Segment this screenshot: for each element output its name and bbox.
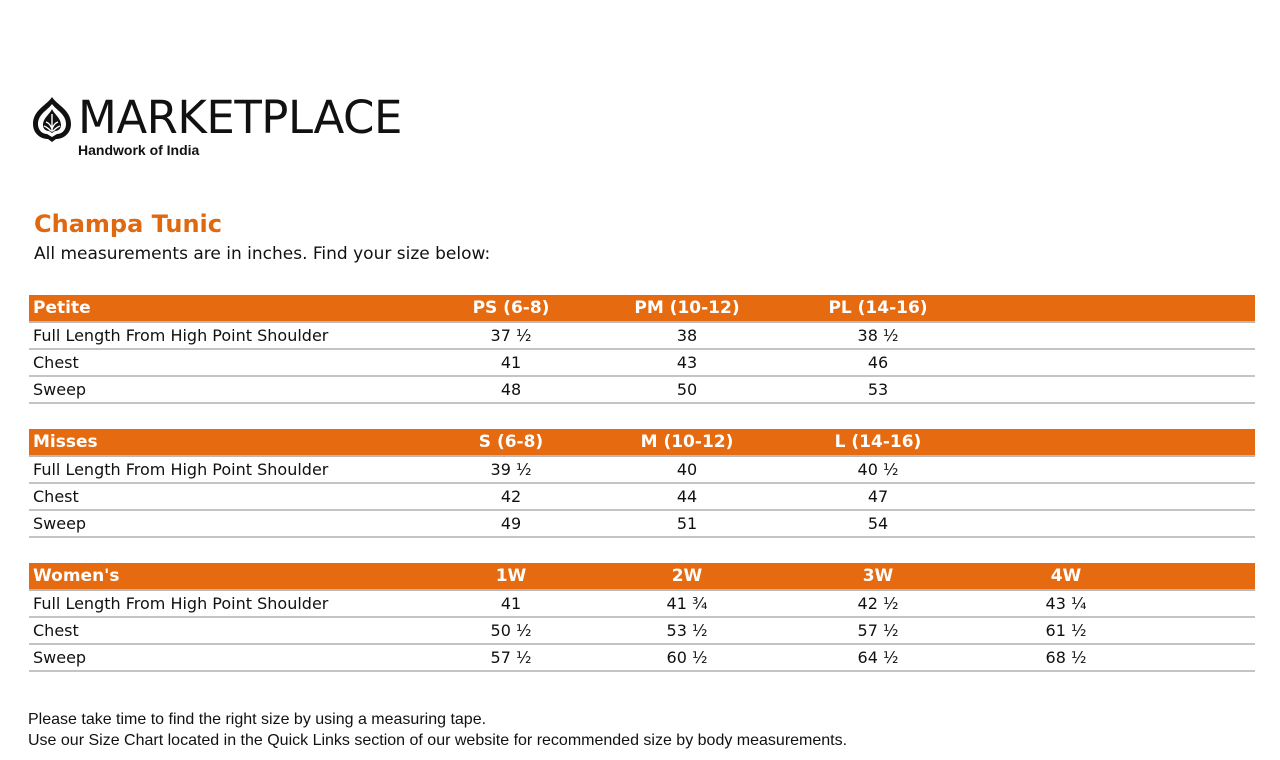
size-table-misses [29,429,1255,538]
measurement-value: 46 [867,353,889,372]
measurement-value: 60 ½ [666,648,708,667]
measurement-label: Full Length From High Point Shoulder [33,594,329,613]
table-row [29,377,1255,404]
measurement-value: 38 ½ [857,326,899,345]
category-label: Misses [33,432,98,452]
size-heading: S (6-8) [478,432,544,452]
table-row [29,618,1255,645]
table-row [29,457,1255,484]
table-header [29,429,1255,457]
measurement-value: 68 ½ [1045,648,1087,667]
size-heading: PL (14-16) [828,298,928,318]
brand-tagline: Handwork of India [78,142,200,158]
brand-logo [30,91,410,164]
table-row [29,350,1255,377]
measurement-label: Chest [33,353,79,372]
measurement-value: 39 ½ [490,460,532,479]
measurement-value: 41 [500,353,522,372]
note-line: Please take time to find the right size by using a measuring tape. [28,711,487,728]
measurement-value: 57 ½ [857,621,899,640]
measurement-value: 41 [500,594,522,613]
measurement-value: 42 ½ [857,594,899,613]
size-table-womens [29,563,1255,672]
measurement-label: Sweep [33,648,87,667]
measurement-label: Chest [33,487,79,506]
measurement-label: Full Length From High Point Shoulder [33,460,329,479]
page-title: Champa Tunic [34,210,222,238]
note-line: Use our Size Chart located in the Quick Links section of our website for recommended size by body measurements. [28,732,848,749]
size-heading: 2W [671,566,703,586]
table-row [29,645,1255,672]
measurement-value: 54 [867,514,889,533]
table-row [29,591,1255,618]
footer-notes [28,709,847,751]
measurement-value: 43 ¼ [1045,594,1087,613]
measurement-value: 53 ½ [666,621,708,640]
table-header [29,563,1255,591]
size-heading: L (14-16) [834,432,922,452]
measurement-value: 57 ½ [490,648,532,667]
size-heading: 4W [1050,566,1082,586]
brand-name: MARKETPLACE [78,91,402,144]
measurement-value: 47 [867,487,889,506]
measurement-value: 61 ½ [1045,621,1087,640]
category-label: Petite [33,298,91,318]
table-row [29,511,1255,538]
measurement-value: 42 [500,487,522,506]
size-heading: 3W [862,566,894,586]
measurement-value: 41 ¾ [666,594,708,613]
size-heading: 1W [495,566,527,586]
measurement-value: 64 ½ [857,648,899,667]
measurement-value: 40 [676,460,698,479]
measurement-value: 38 [676,326,698,345]
size-table-petite [29,295,1255,404]
size-heading: PS (6-8) [472,298,550,318]
page-subtitle: All measurements are in inches. Find your size below: [34,244,491,264]
measurement-value: 48 [500,380,522,399]
measurement-value: 40 ½ [857,460,899,479]
measurement-value: 43 [676,353,698,372]
measurement-value: 37 ½ [490,326,532,345]
measurement-label: Chest [33,621,79,640]
measurement-label: Full Length From High Point Shoulder [33,326,329,345]
table-row [29,484,1255,511]
measurement-value: 53 [867,380,889,399]
measurement-value: 44 [676,487,698,506]
measurement-value: 51 [676,514,698,533]
size-heading: PM (10-12) [634,298,740,318]
table-row [29,323,1255,350]
measurement-value: 50 ½ [490,621,532,640]
category-label: Women's [33,566,120,586]
size-heading: M (10-12) [640,432,734,452]
measurement-label: Sweep [33,514,87,533]
table-header [29,295,1255,323]
measurement-value: 50 [676,380,698,399]
leaf-emblem-icon [30,96,74,142]
measurement-label: Sweep [33,380,87,399]
measurement-value: 49 [500,514,522,533]
